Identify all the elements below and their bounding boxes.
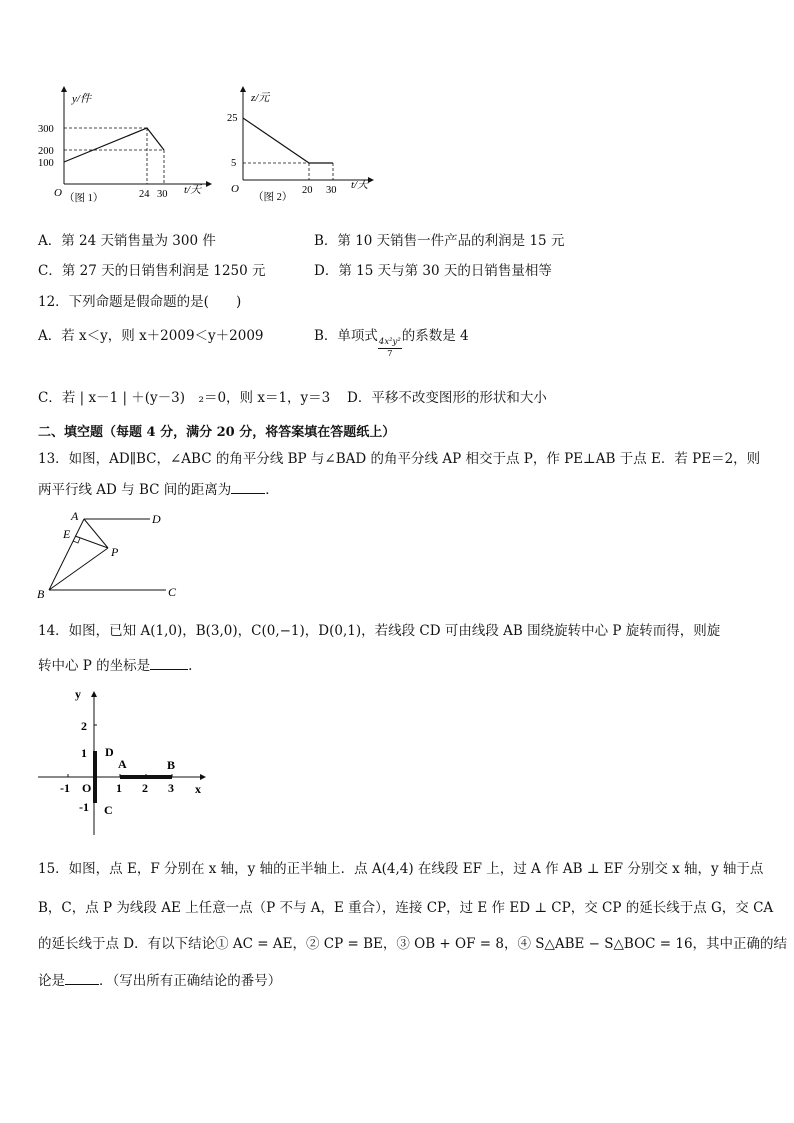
section-2-heading: 二、填空题（每题 4 分，满分 20 分，将答案填在答题纸上） [38,425,396,440]
fig2-x-label: t/天 [351,179,369,191]
q14-line-2-text: 转中心 P 的坐标是 [38,658,151,674]
q12-option-b [314,324,469,360]
fig2-tick-5: 5 [231,158,237,169]
q13-line-2-end: ． [265,482,279,498]
q15-line-3: 的延长线于点 D．有以下结论① AC = AE，② CP = BE，③ OB + OF = 8，④ S△ABE − S△BOC = 16，其中正确的结 [38,936,788,952]
q14-x-tick-1: 1 [116,781,122,795]
fig1-tick-24: 24 [139,189,150,200]
q14-point-a: A [118,757,127,771]
q15-line-4 [38,969,281,989]
fig1-caption: （图 1） [64,193,104,204]
q12-stem: 12．下列命题是假命题的是( ) [38,294,242,310]
q11-option-b: B．第 10 天销售一件产品的利润是 15 元 [314,233,565,249]
q14-x-label: x [195,782,201,796]
q12-option-b-suffix: 的系数是 4 [401,328,469,344]
q13-line-1: 13．如图，AD∥BC，∠ABC 的角平分线 BP 与∠BAD 的角平分线 AP 相交于点 P，作 PE⊥AB 于点 E．若 PE＝2，则 [38,451,761,467]
q13-answer-blank[interactable] [231,481,265,494]
fig1-tick-200: 200 [38,146,54,157]
q15-line-2: B，C，点 P 为线段 AE 上任意一点（P 不与 A，E 重合），连接 CP，过 E 作 ED ⊥ CP，交 CP 的延长线于点 G，交 CA [38,900,774,916]
q11-option-c: C．第 27 天的日销售利润是 1250 元 [38,263,266,279]
q13-label-b: B [37,587,45,601]
q14-x-tick-3: 3 [168,781,174,795]
q15-line-1: 15．如图，点 E，F 分别在 x 轴，y 轴的正半轴上．点 A(4,4) 在线段 EF 上，过 A 作 AB ⊥ EF 分别交 x 轴，y 轴于点 [38,861,764,877]
fig2-y-label: z/元 [251,92,270,104]
q15-line-4-end: ．（写出所有正确结论的番号） [99,973,282,989]
fig2-caption: （图 2） [253,192,293,203]
q14-origin: O [82,781,92,795]
fig1-origin: O [54,187,62,199]
q14-line-2-end: . [188,658,193,674]
q13-label-d: D [152,512,161,526]
fig2-origin: O [231,183,239,195]
q14-answer-blank[interactable] [150,657,188,670]
q12-option-a: A．若 x＜y，则 x＋2009＜y＋2009 [38,328,264,344]
q14-line-2 [38,654,192,674]
figure-2-unit-profit-graph [223,84,383,204]
fig2-tick-20: 20 [302,185,313,196]
fig1-tick-300: 300 [38,124,54,135]
q12-option-d: D．平移不改变图形的形状和大小 [347,390,547,406]
fig1-tick-100: 100 [38,158,54,169]
figure-q13-parallel-lines [34,507,184,602]
q11-option-a: A．第 24 天销售量为 300 件 [38,233,216,249]
q14-y-tick-1: 1 [81,746,87,760]
fig1-x-label: t/天 [184,184,202,196]
q14-x-tick-2: 2 [142,781,148,795]
q13-label-p: P [111,545,119,559]
figure-q14-coordinate-plane [34,685,214,840]
q12-fraction-denominator: 7 [387,349,393,359]
figure-1-sales-volume-graph [36,84,216,209]
q13-line-2-text: 两平行线 AD 与 BC 间的距离为 [38,482,232,498]
q12-option-b-prefix: B．单项式 [314,328,378,344]
q11-option-d: D．第 15 天与第 30 天的日销售量相等 [314,263,552,279]
fig2-tick-25: 25 [227,113,238,124]
q14-line-1: 14．如图，已知 A(1,0)，B(3,0)，C(0,−1)，D(0,1)，若线段 CD 可由线段 AB 围绕旋转中心 P 旋转而得，则旋 [38,623,721,639]
q14-point-c: C [104,803,113,817]
q14-point-b: B [167,758,176,772]
fig2-tick-30: 30 [326,185,337,196]
q13-label-c: C [168,585,177,599]
q13-label-a: A [71,509,79,523]
q13-line-2 [38,478,279,498]
fig1-y-label: y/件 [72,93,91,105]
q14-y-label: y [75,687,81,701]
fig1-tick-30: 30 [157,189,168,200]
q12-fraction-numerator: 4x²y² [378,337,401,347]
q14-y-tick-neg1: -1 [79,800,89,814]
q14-point-d: D [105,745,114,759]
q14-x-tick-neg1: -1 [60,781,70,795]
q15-line-4-text: 论是 [38,973,65,989]
q14-y-tick-2: 2 [81,719,87,733]
q12-option-c: C．若 | x－1 | ＋(y－3) ₂＝0，则 x＝1，y＝3 [38,390,331,406]
q13-label-e: E [63,527,71,541]
q15-answer-blank[interactable] [65,972,99,985]
q12-fraction [378,337,402,360]
